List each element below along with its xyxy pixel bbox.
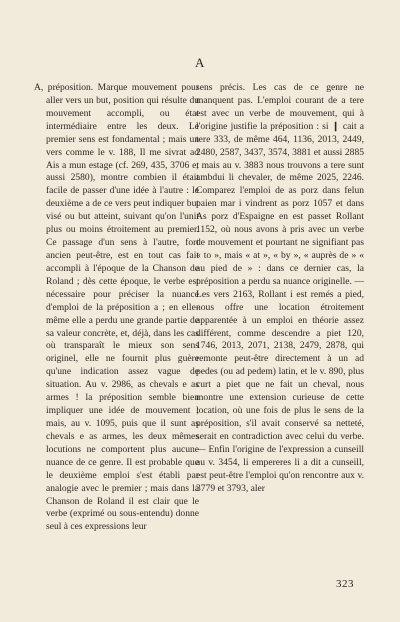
right-column-text: sens précis. Les cas de ce genre ne manquent pas. L'emploi courant de a tere est avec un verbe de mouvement, qui à l'origine justifie la préposition : si ❙ cait a tere 333, de même 464, 1136, 2013, 2449, 2480, 2587, 3437, 3574, 3881 et aussi 2885 ; mais au v. 3883 nous trouvons a tere sunt ambdui li chevaler, de même 2025, 2246. Comparez l'emploi de as porz dans felun paien mar i vindrent as porz 1057 et dans As porz d'Espaigne en est passet Rollant 1152, où nous avons à pris avec un verbe de mouvement et pourtant ne signifiant pas « to », mais « at », « by », « auprès de » « au pied de » : dans ce dernier cas, la préposition a perdu sa nuance originelle. — Les vers 2163, Rollant i est remés a pied, nous offre une location étroitement apparentée à un emploi en théorie assez différent, comme descendre a piet 120, 1746, 2013, 2071, 2138, 2479, 2878, qui remonte peut-être directement à un ad pedes (ou ad pedem) latin, et le v. 890, plus curt a piet que ne fait un cheval, nous montre une extension curieuse de cette location, où une fois de plus le sens de la préposition, s'il avait conservé sa netteté, serait en contradiction avec celui du verbe. — Enfin l'origine de l'expression a cunseill au v. 3454, li empereres li a dit a cunseill, est peut-être l'emploi qu'on rencontre aux v. 3779 et 3793, aler [196,82,364,494]
section-letter: A [195,55,205,70]
right-column [196,82,364,496]
left-column-text: A, préposition. Marque mouvement pour aller vers un but, position qui résulte du mouvement accompli, ou état intermédiaire entre les deux. Le premier sens est fondamental ; mais un vers comme le v. 188, Il me sivrat ad Ais a mun estage (cf. 269, 435, 3706 et aussi 2580), montre combien il était facile de passer d'une idée à l'autre : le deuxième a de ce vers peut indiquer but visé ou but atteint, suivant qu'on l'unit plus ou moins étroitement au premier. Ce passage d'un sens à l'autre, fort ancien peut-être, est en tout cas fait accompli à l'époque de la Chanson de Roland ; dès cette époque, le verbe est nécessaire pour préciser la nuance d'emploi de la préposition a ; en elle-même elle a perdu une grande partie de sa valeur concrète, et, déjà, dans les cas où transparaît le mieux son sens originel, elle ne fournit plus guère qu'une indication assez vague de situation. Au v. 2986, as chevals e as armes ! la préposition semble bien impliquer une idée de mouvement ; mais, au v. 1095, puis que il sunt as chevals e as armes, les deux mêmes locutions ne comportent plus aucune nuance de ce genre. Il est probable que le deuxième emploi s'est établi par analogie avec le premier ; mais dans la Chanson de Roland il est clair que le verbe (exprimé ou sous-entendu) donne seul à ces expressions leur [34,82,199,533]
left-column [34,82,199,534]
page-number: 323 [336,578,354,590]
